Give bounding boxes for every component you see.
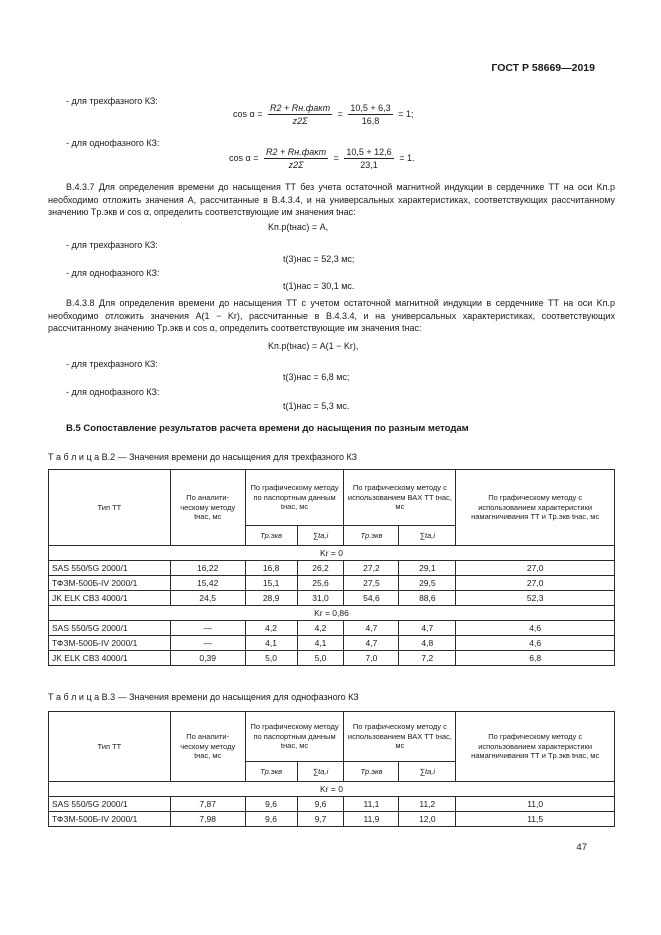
table-b3-group <box>49 782 615 827</box>
formula-fraction-numeric <box>344 147 393 170</box>
header-t-rekv: Tр.экв <box>245 762 297 782</box>
table-row <box>49 561 615 576</box>
cell: 9,7 <box>297 812 344 827</box>
cell: 9,6 <box>245 812 297 827</box>
header-sum-ta: ∑ta,i <box>297 762 344 782</box>
header-t-rekv: Tр.экв <box>245 526 297 546</box>
formula-denominator: z2Σ <box>288 160 304 170</box>
document-code: ГОСТ Р 58669—2019 <box>491 62 595 74</box>
cell: 4,1 <box>297 636 344 651</box>
cell: 4,1 <box>245 636 297 651</box>
cell: 7,0 <box>344 651 399 666</box>
table-b2 <box>48 469 615 666</box>
cell: 27,0 <box>456 576 615 591</box>
cell: 5,0 <box>297 651 344 666</box>
cell: — <box>170 621 245 636</box>
formula-lhs: cos α = <box>233 108 263 119</box>
cell: 52,3 <box>456 591 615 606</box>
cell: 88,6 <box>399 591 456 606</box>
header-sum-ta: ∑ta,i <box>297 526 344 546</box>
header-t-rekv: Tр.экв <box>344 762 399 782</box>
formula-denominator: z2Σ <box>292 116 308 126</box>
cell: 27,0 <box>456 561 615 576</box>
cell: 29,1 <box>399 561 456 576</box>
cell: 15,42 <box>170 576 245 591</box>
header-passport: По графическому методу по паспортным данным tнас, мс <box>245 470 344 526</box>
formula-lhs: cos α = <box>229 152 259 163</box>
formula-denominator-value: 23,1 <box>360 160 378 170</box>
table-row <box>49 797 615 812</box>
table-b3-caption: Т а б л и ц а В.3 — Значения времени до насыщения для однофазного КЗ <box>48 692 359 702</box>
cell-type: JK ELK CB3 4000/1 <box>49 591 171 606</box>
cell: 4,8 <box>399 636 456 651</box>
cell: 27,5 <box>344 576 399 591</box>
table-row <box>49 651 615 666</box>
cell: 25,6 <box>297 576 344 591</box>
header-type: Тип ТТ <box>49 470 171 546</box>
paragraph-b437: В.4.3.7 Для определения времени до насыщения ТТ без учета остаточной магнитной индукции в сердечнике ТТ на оси Kп.р необходимо отложить значения А, рассчитанные в В.4.3.4, и на универсальных характеристиках, соответствующих рассчитанному значению Tр.экв и cos α, определить соответствующие им значения tнас: <box>48 182 615 217</box>
cell: — <box>170 636 245 651</box>
paragraph-b438: В.4.3.8 Для определения времени до насыщения ТТ с учетом остаточной магнитной индукции в сердечнике ТТ на оси Kп.р необходимо отложить значения A(1 − Kr), рассчитанные в В.4.3.4, и на универсальных характеристиках, соответствующих рассчитанному значению Tр.экв и cos α, определить соответствующие им значения tнас: <box>48 298 615 333</box>
cell-type: SAS 550/5G 2000/1 <box>49 797 171 812</box>
cell: 11,9 <box>344 812 399 827</box>
cell: 26,2 <box>297 561 344 576</box>
table-b2-group <box>49 546 615 666</box>
table-row <box>49 636 615 651</box>
tsat-one-phase-value: t(1)нас = 30,1 мс. <box>283 281 355 291</box>
tsat-three-phase-value: t(3)нас = 6,8 мс; <box>283 372 350 382</box>
cell: 15,1 <box>245 576 297 591</box>
one-phase-label: - для однофазного КЗ: <box>66 268 160 278</box>
cell-type: ТФЗМ-500Б-IV 2000/1 <box>49 576 171 591</box>
table-row <box>49 621 615 636</box>
cell: 4,6 <box>456 621 615 636</box>
cell: 4,7 <box>344 621 399 636</box>
cell: 24,5 <box>170 591 245 606</box>
cell: 4,7 <box>344 636 399 651</box>
cell: 54,6 <box>344 591 399 606</box>
formula-numerator: R2 + Rн.факт <box>269 103 331 113</box>
formula-result: = 1. <box>399 152 415 163</box>
cell: 4,2 <box>297 621 344 636</box>
cell: 31,0 <box>297 591 344 606</box>
table-row <box>49 812 615 827</box>
cell: 16,8 <box>245 561 297 576</box>
cell: 9,6 <box>245 797 297 812</box>
header-sum-ta: ∑ta,i <box>399 762 456 782</box>
cell: 11,0 <box>456 797 615 812</box>
cell: 4,2 <box>245 621 297 636</box>
one-phase-label: - для однофазного КЗ: <box>66 138 160 148</box>
section-title-b5: В.5 Сопоставление результатов расчета времени до насыщения по разным методам <box>66 423 469 434</box>
cell-type: ТФЗМ-500Б-IV 2000/1 <box>49 812 171 827</box>
cell: 11,5 <box>456 812 615 827</box>
cell: 12,0 <box>399 812 456 827</box>
cell: 4,7 <box>399 621 456 636</box>
table-b3 <box>48 711 615 827</box>
cell: 27,2 <box>344 561 399 576</box>
header-vax: По графическому методу с использованием ВАХ ТТ tнас, мс <box>344 470 456 526</box>
cell: 28,9 <box>245 591 297 606</box>
kr-row: Kr = 0 <box>49 546 615 561</box>
formula-fraction-numeric <box>348 103 392 126</box>
header-type: Тип ТТ <box>49 712 171 782</box>
header-sum-ta: ∑ta,i <box>399 526 456 546</box>
formula-b438: Kп.р(tнас) = A(1 − Kr), <box>268 341 359 351</box>
cell: 7,87 <box>170 797 245 812</box>
table-row <box>49 576 615 591</box>
three-phase-label: - для трехфазного КЗ: <box>66 359 158 369</box>
header-analytic: По аналити-ческому методу tнас, мс <box>170 470 245 546</box>
cell: 0,39 <box>170 651 245 666</box>
cell: 7,98 <box>170 812 245 827</box>
cell-type: ТФЗМ-500Б-IV 2000/1 <box>49 636 171 651</box>
header-passport: По графическому методу по паспортным данным tнас, мс <box>245 712 344 762</box>
formula-numerator: R2 + Rн.факт <box>265 147 327 157</box>
three-phase-label: - для трехфазного КЗ: <box>66 96 158 106</box>
cell-type: JK ELK CB3 4000/1 <box>49 651 171 666</box>
tsat-three-phase-value: t(3)нас = 52,3 мс; <box>283 254 355 264</box>
page-number: 47 <box>576 842 587 853</box>
cell: 29,5 <box>399 576 456 591</box>
kr-row: Kr = 0 <box>49 782 615 797</box>
header-magnetization: По графическому методу с использованием характеристики намагничивания ТТ и Tр.экв tнас, мс <box>456 470 615 546</box>
table-b2-caption: Т а б л и ц а В.2 — Значения времени до насыщения для трехфазного КЗ <box>48 452 358 462</box>
header-analytic: По аналити-ческому методу tнас, мс <box>170 712 245 782</box>
cell: 11,1 <box>344 797 399 812</box>
table-row <box>49 591 615 606</box>
cell: 4,6 <box>456 636 615 651</box>
cell-type: SAS 550/5G 2000/1 <box>49 561 171 576</box>
tsat-one-phase-value: t(1)нас = 5,3 мс. <box>283 401 350 411</box>
formula-denominator-value: 16,8 <box>361 116 380 126</box>
cell: 7,2 <box>399 651 456 666</box>
formula-cos-one-phase: cos α = $\frac{\text{R2 + Rн.факт}}{z2\Sigma}$ = $\frac{10,5 + 12,6}{23,1}$ = 1. <box>229 147 415 170</box>
one-phase-label: - для однофазного КЗ: <box>66 387 160 397</box>
formula-fraction-symbolic <box>264 147 328 170</box>
cell: 11,2 <box>399 797 456 812</box>
cell: 9,6 <box>297 797 344 812</box>
three-phase-label: - для трехфазного КЗ: <box>66 240 158 250</box>
formula-numerator-value: 10,5 + 6,3 <box>350 103 391 113</box>
formula-numerator-value: 10,5 + 12,6 <box>346 147 392 157</box>
formula-cos-three-phase: cos α = $\frac{\text{R2 + Rн.факт}}{z2\Sigma}$ = $\frac{10,5 + 6,3}{16,8}$ = 1; <box>233 103 414 126</box>
formula-fraction-symbolic <box>268 103 332 126</box>
cell: 16,22 <box>170 561 245 576</box>
cell: 6,8 <box>456 651 615 666</box>
kr-row: Kr = 0,86 <box>49 606 615 621</box>
header-vax: По графическому методу с использованием ВАХ ТТ tнас, мс <box>344 712 456 762</box>
cell-type: SAS 550/5G 2000/1 <box>49 621 171 636</box>
formula-b437: Kп.р(tнас) = A, <box>268 222 329 232</box>
header-t-rekv: Tр.экв <box>344 526 399 546</box>
cell: 5,0 <box>245 651 297 666</box>
formula-result: = 1; <box>398 108 414 119</box>
header-magnetization: По графическому методу с использованием характеристики намагничивания ТТ и Tр.экв tнас, мс <box>456 712 615 782</box>
